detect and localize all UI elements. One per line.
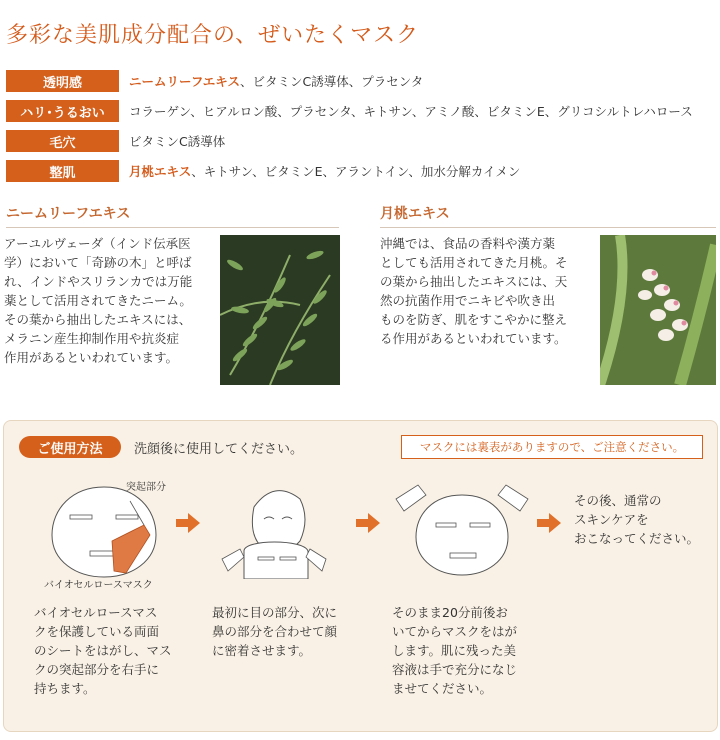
- ingredient-row: [6, 100, 716, 122]
- page-title: 多彩な美肌成分配合の、ぜいたくマスク: [6, 23, 420, 48]
- ingredient-table: [6, 70, 716, 190]
- ingredient-highlight: 月桃エキス: [129, 164, 192, 179]
- ingredient-list: 、キトサン、ビタミンE、アラントイン、加水分解カイメン: [191, 164, 521, 179]
- arrow-icon: [176, 513, 200, 533]
- arrow-icon: [537, 513, 561, 533]
- step-1-text: バイオセルロースマス クを保護している両面 のシートをはがし、マス クの突起部分を右手に 持ちます。: [34, 605, 172, 696]
- bio-cellulose-callout: バイオセルロースマスク: [44, 580, 153, 591]
- arrow-icon: [356, 513, 380, 533]
- ingredient-row: [6, 130, 716, 152]
- step-3-text: そのまま20分前後お いてからマスクをはが します。肌に残った美 容液は手で充分になじ ませてください。: [392, 605, 518, 696]
- ingredient-tag: 整肌: [6, 160, 119, 182]
- ingredient-list: 、ビタミンC誘導体、プラセンタ: [240, 74, 424, 89]
- mask-diagram-icon: [44, 481, 164, 581]
- ingredient-tag: 透明感: [6, 70, 119, 92]
- mask-peel-icon: [392, 479, 532, 579]
- ingredient-list: ビタミンC誘導体: [129, 134, 226, 149]
- face-applying-icon: [214, 479, 334, 579]
- gekkou-description: 沖縄では、食品の香料や漢方薬 としても活用されてきた月桃。そ の葉から抽出したエキスには、天 然の抗菌作用でニキビや吹き出 ものを防ぎ、肌をすこやかに整え る作用があるといわれています。: [380, 236, 568, 346]
- neem-leaf-photo: [220, 235, 340, 385]
- ingredient-list: コラーゲン、ヒアルロン酸、プラセンタ、キトサン、アミノ酸、ビタミンE、グリコシルトレハロース: [129, 104, 693, 119]
- usage-panel: [3, 420, 718, 732]
- ingredient-tag: ハリ･うるおい: [6, 100, 119, 122]
- protrusion-callout: 突起部分: [126, 482, 166, 493]
- gekkou-heading: 月桃エキス: [380, 203, 716, 228]
- neem-description: アーユルヴェーダ（インド伝承医 学）において「奇跡の木」と呼ば れ、インドやスリランカでは万能 薬として活用されてきたニーム。 その葉から抽出したエキスには、 メラニン産生抑制作用や抗炎症 作用があるといわれています。: [4, 236, 193, 365]
- usage-lead: 洗顔後に使用してください。: [134, 442, 304, 457]
- final-step-text: その後、通常の スキンケアを おこなってください。: [574, 493, 700, 546]
- ingredient-tag: 毛穴: [6, 130, 119, 152]
- neem-heading: ニームリーフエキス: [6, 203, 339, 228]
- usage-label: ご使用方法: [19, 436, 121, 458]
- caution-notice: マスクには裏表がありますので、ご注意ください。: [401, 435, 703, 459]
- ingredient-highlight: ニームリーフエキス: [129, 74, 241, 89]
- step-2-text: 最初に目の部分、次に 鼻の部分を合わせて顔 に密着させます。: [212, 605, 338, 658]
- ingredient-row: [6, 70, 716, 92]
- gekkou-flower-photo: [600, 235, 716, 385]
- ingredient-row: [6, 160, 716, 182]
